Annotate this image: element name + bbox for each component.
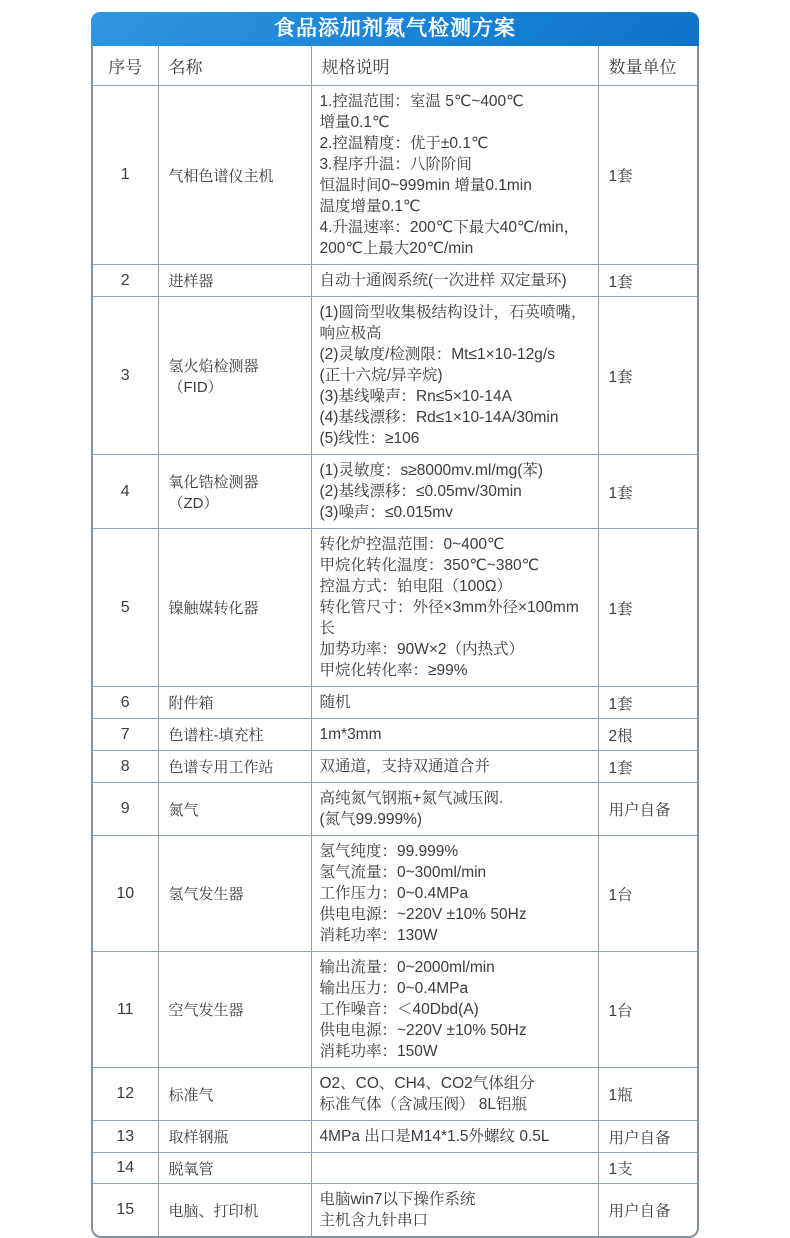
- table-row: [93, 1121, 699, 1153]
- item-specification: [311, 783, 598, 836]
- spec-line: 2.控温精度：优于±0.1℃: [319, 135, 489, 152]
- item-specification: [311, 1121, 598, 1153]
- table-row: [93, 1184, 699, 1237]
- spec-line: 供电电源：~220V ±10% 50Hz: [319, 906, 527, 923]
- item-quantity: 1套: [598, 297, 699, 455]
- item-name: 气相色谱仪主机: [158, 86, 311, 265]
- spec-line: 标准气体（含减压阀） 8L铝瓶: [319, 1096, 528, 1113]
- item-quantity: 1套: [598, 265, 699, 297]
- spec-line: 加势功率：90W×2（内热式）: [319, 641, 525, 658]
- spec-line: 高纯氮气钢瓶+氮气减压阀.: [319, 790, 504, 807]
- spec-line: 电脑win7以下操作系统: [319, 1191, 476, 1208]
- row-index: 5: [93, 529, 158, 687]
- item-name: 电脑、打印机: [158, 1184, 311, 1237]
- item-name: 氮气: [158, 783, 311, 836]
- spec-line: 1.控温范围：室温 5℃~400℃: [319, 93, 524, 110]
- spec-line: 消耗功率：130W: [319, 927, 438, 944]
- row-index: 13: [93, 1121, 158, 1153]
- item-specification: [311, 265, 598, 297]
- item-specification: [311, 719, 598, 751]
- item-name: 色谱专用工作站: [158, 751, 311, 783]
- item-specification: [311, 529, 598, 687]
- item-specification: [311, 952, 598, 1068]
- item-quantity: 1套: [598, 455, 699, 529]
- spec-line: 1m*3mm: [319, 726, 382, 743]
- row-index: 12: [93, 1068, 158, 1121]
- spec-line: (3)基线噪声：Rn≤5×10-14A: [319, 388, 512, 405]
- spec-line: 随机: [319, 694, 351, 711]
- column-header-qty: 数量单位: [598, 46, 699, 86]
- page-title: 食品添加剂氮气检测方案: [91, 12, 699, 46]
- item-quantity: 1套: [598, 86, 699, 265]
- spec-line: 氢气流量：0~300ml/min: [319, 864, 487, 881]
- item-name: 进样器: [158, 265, 311, 297]
- spec-line: 氢气纯度：99.999%: [319, 843, 459, 860]
- table-row: [93, 751, 699, 783]
- item-quantity: 1瓶: [598, 1068, 699, 1121]
- table-row: [93, 1068, 699, 1121]
- row-index: 11: [93, 952, 158, 1068]
- spec-line: 自动十通阀系统(一次进样 双定量环): [319, 272, 567, 289]
- item-specification: [311, 1068, 598, 1121]
- spec-line: 主机含九针串口: [319, 1212, 429, 1229]
- spec-line: (1)灵敏度：s≥8000mv.ml/mg(苯): [319, 462, 544, 479]
- item-specification: [311, 1184, 598, 1237]
- spec-line: (1)圆筒型收集极结构设计，石英喷嘴，: [319, 304, 587, 321]
- item-specification: [311, 1153, 598, 1184]
- row-index: 8: [93, 751, 158, 783]
- table-body: [93, 86, 699, 1237]
- row-index: 9: [93, 783, 158, 836]
- spec-line: 控温方式：铂电阻（100Ω）: [319, 578, 512, 595]
- item-quantity: 2根: [598, 719, 699, 751]
- spec-line: (2)灵敏度/检测限：Mt≤1×10-12g/s: [319, 346, 555, 363]
- spec-line: 供电电源：~220V ±10% 50Hz: [319, 1022, 527, 1039]
- spec-line: 输出压力：0~0.4MPa: [319, 980, 469, 997]
- column-header-spec: 规格说明: [311, 46, 598, 86]
- spec-line: 4MPa 出口是M14*1.5外螺纹 0.5L: [319, 1128, 550, 1145]
- item-quantity: 1套: [598, 529, 699, 687]
- spec-line: 工作噪音：＜40Dbd(A): [319, 1001, 479, 1018]
- item-specification: [311, 86, 598, 265]
- row-index: 7: [93, 719, 158, 751]
- spec-line: 工作压力：0~0.4MPa: [319, 885, 469, 902]
- row-index: 10: [93, 836, 158, 952]
- item-quantity: 用户自备: [598, 1121, 699, 1153]
- spec-line: 甲烷化转化率：≥99%: [319, 662, 468, 679]
- table-row: [93, 1153, 699, 1184]
- spec-line: 消耗功率：150W: [319, 1043, 438, 1060]
- spec-line: 转化管尺寸：外径×3mm外径×100mm长: [319, 599, 579, 637]
- item-name: 脱氧管: [158, 1153, 311, 1184]
- item-name: 氢火焰检测器（FID）: [158, 297, 311, 455]
- item-specification: [311, 751, 598, 783]
- item-quantity: 用户自备: [598, 1184, 699, 1237]
- spec-line: 甲烷化转化温度：350℃~380℃: [319, 557, 540, 574]
- table-row: [93, 86, 699, 265]
- row-index: 2: [93, 265, 158, 297]
- table-row: [93, 297, 699, 455]
- row-index: 1: [93, 86, 158, 265]
- item-name: 氢气发生器: [158, 836, 311, 952]
- item-name: 附件箱: [158, 687, 311, 719]
- table-row: [93, 529, 699, 687]
- table-row: [93, 265, 699, 297]
- row-index: 14: [93, 1153, 158, 1184]
- spec-line: 3.程序升温：八阶阶间: [319, 156, 472, 173]
- row-index: 6: [93, 687, 158, 719]
- spec-table: [93, 46, 699, 1236]
- row-index: 15: [93, 1184, 158, 1237]
- item-name: 氧化锆检测器（ZD）: [158, 455, 311, 529]
- item-quantity: 1支: [598, 1153, 699, 1184]
- spec-line: 增量0.1℃: [319, 114, 390, 131]
- table-row: [93, 783, 699, 836]
- table-row: [93, 455, 699, 529]
- table-row: [93, 687, 699, 719]
- spec-line: 恒温时间0~999min 增量0.1min: [319, 177, 532, 194]
- item-specification: [311, 836, 598, 952]
- table-row: [93, 719, 699, 751]
- spec-line: O2、CO、CH4、CO2气体组分: [319, 1075, 535, 1092]
- item-name: 标准气: [158, 1068, 311, 1121]
- row-index: 4: [93, 455, 158, 529]
- spec-sheet-panel: [91, 12, 699, 1238]
- column-header-index: 序号: [93, 46, 158, 86]
- spec-line: 响应极高: [319, 325, 382, 342]
- spec-line: (5)线性：≥106: [319, 430, 420, 447]
- item-quantity: 用户自备: [598, 783, 699, 836]
- spec-table-wrap: [91, 46, 699, 1238]
- header-row: [93, 46, 699, 86]
- spec-line: 转化炉控温范围：0~400℃: [319, 536, 505, 553]
- item-quantity: 1台: [598, 836, 699, 952]
- item-quantity: 1套: [598, 751, 699, 783]
- spec-line: 温度增量0.1℃: [319, 198, 421, 215]
- spec-line: (3)噪声：≤0.015mv: [319, 504, 453, 521]
- spec-line: 200℃上最大20℃/min: [319, 240, 474, 257]
- table-row: [93, 836, 699, 952]
- item-quantity: 1套: [598, 687, 699, 719]
- spec-line: 4.升温速率：200℃下最大40℃/min，: [319, 219, 580, 236]
- spec-line: 输出流量：0~2000ml/min: [319, 959, 495, 976]
- item-name: 取样钢瓶: [158, 1121, 311, 1153]
- spec-line: (4)基线漂移：Rd≤1×10-14A/30min: [319, 409, 559, 426]
- item-name: 镍触媒转化器: [158, 529, 311, 687]
- spec-line: 双通道，支持双通道合并: [319, 758, 491, 775]
- item-name: 色谱柱-填充柱: [158, 719, 311, 751]
- item-specification: [311, 455, 598, 529]
- item-name: 空气发生器: [158, 952, 311, 1068]
- item-specification: [311, 297, 598, 455]
- column-header-name: 名称: [158, 46, 311, 86]
- spec-line: (正十六烷/异辛烷): [319, 367, 443, 384]
- spec-line: (2)基线漂移：≤0.05mv/30min: [319, 483, 522, 500]
- item-quantity: 1台: [598, 952, 699, 1068]
- item-specification: [311, 687, 598, 719]
- table-row: [93, 952, 699, 1068]
- row-index: 3: [93, 297, 158, 455]
- spec-line: (氮气99.999%): [319, 811, 423, 828]
